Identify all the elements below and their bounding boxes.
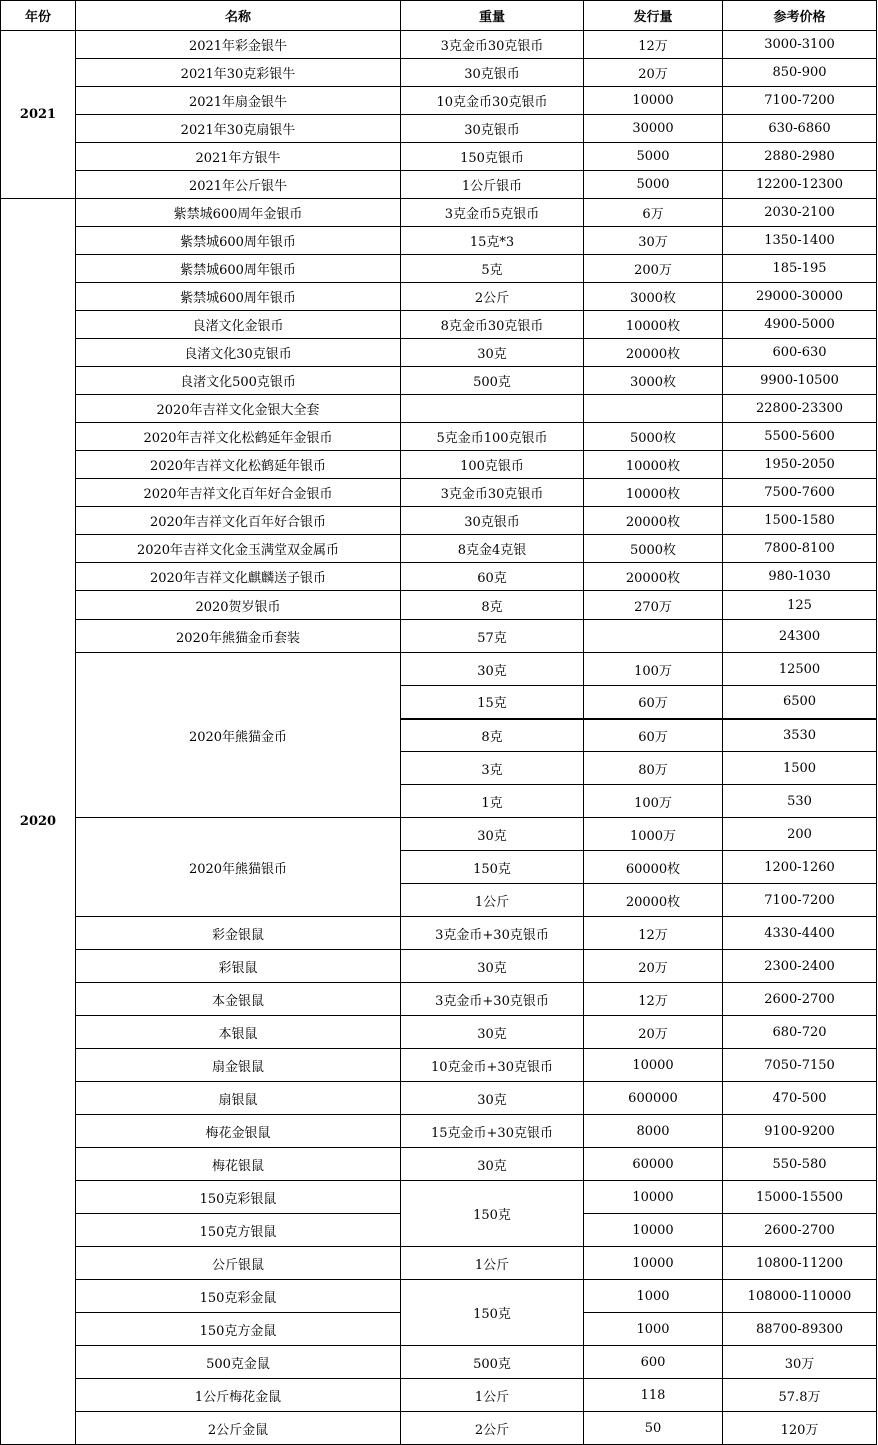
issue-cell: 3000枚 [584,283,723,311]
name-cell: 1公斤梅花金鼠 [76,1379,401,1412]
price-cell: 550-580 [723,1148,877,1181]
price-cell: 980-1030 [723,563,877,591]
issue-cell: 60000 [584,1148,723,1181]
weight-cell: 100克银币 [401,451,584,479]
weight-cell: 30克银币 [401,59,584,87]
price-cell: 7050-7150 [723,1049,877,1082]
price-cell: 15000-15500 [723,1181,877,1214]
price-cell: 2600-2700 [723,983,877,1016]
table-row [1,1412,877,1445]
table-row [1,507,877,535]
weight-cell: 15克*3 [401,227,584,255]
name-cell: 良渚文化金银币 [76,311,401,339]
issue-cell: 100万 [584,785,723,818]
table-row [1,1280,877,1313]
weight-cell: 3克 [401,752,584,785]
header-price: 参考价格 [723,1,877,31]
issue-cell: 10000 [584,1247,723,1280]
weight-cell: 2公斤 [401,283,584,311]
table-row [1,451,877,479]
table-row [1,143,877,171]
name-cell: 2021年30克彩银牛 [76,59,401,87]
issue-cell: 10000 [584,1049,723,1082]
name-cell: 2020年熊猫金币套装 [76,620,401,653]
table-row [1,535,877,563]
table-row [1,87,877,115]
issue-cell: 10000 [584,87,723,115]
issue-cell: 1000 [584,1313,723,1346]
price-cell: 3000-3100 [723,31,877,59]
table-row [1,59,877,87]
weight-cell: 3克金币30克银币 [401,479,584,507]
price-cell: 470-500 [723,1082,877,1115]
header-issue: 发行量 [584,1,723,31]
table-row [1,917,877,950]
price-cell: 850-900 [723,59,877,87]
price-cell: 30万 [723,1346,877,1379]
table-row [1,171,877,199]
weight-cell: 3克金币+30克银币 [401,917,584,950]
issue-cell: 1000万 [584,818,723,851]
weight-cell: 30克 [401,653,584,686]
weight-cell: 1克 [401,785,584,818]
price-cell: 10800-11200 [723,1247,877,1280]
price-cell: 22800-23300 [723,395,877,423]
weight-cell: 3克金币+30克银币 [401,983,584,1016]
price-cell: 7100-7200 [723,884,877,917]
table-row [1,1379,877,1412]
table-row [1,395,877,423]
issue-cell: 6万 [584,199,723,227]
name-cell: 紫禁城600周年银币 [76,283,401,311]
name-cell: 2020贺岁银币 [76,591,401,620]
issue-cell [584,395,723,423]
table-row [1,339,877,367]
price-cell: 3530 [723,719,877,752]
table-row [1,227,877,255]
issue-cell: 20000枚 [584,563,723,591]
table-row [1,1247,877,1280]
price-cell: 630-6860 [723,115,877,143]
header-row [1,1,877,31]
name-cell: 公斤银鼠 [76,1247,401,1280]
weight-cell: 1公斤银币 [401,171,584,199]
name-cell: 紫禁城600周年金银币 [76,199,401,227]
name-cell: 梅花银鼠 [76,1148,401,1181]
issue-cell: 20万 [584,1016,723,1049]
table-row [1,115,877,143]
weight-cell: 8克 [401,719,584,752]
table-row [1,818,877,851]
issue-cell: 3000枚 [584,367,723,395]
name-cell: 2021年方银牛 [76,143,401,171]
price-cell: 29000-30000 [723,283,877,311]
weight-cell: 30克银币 [401,115,584,143]
table-row [1,653,877,686]
table-row [1,283,877,311]
issue-cell: 20万 [584,59,723,87]
weight-cell: 15克 [401,686,584,719]
name-cell: 本银鼠 [76,1016,401,1049]
name-cell: 良渚文化30克银币 [76,339,401,367]
price-cell: 1200-1260 [723,851,877,884]
header-name: 名称 [76,1,401,31]
weight-cell: 30克 [401,1082,584,1115]
weight-cell: 500克 [401,367,584,395]
price-cell: 4900-5000 [723,311,877,339]
weight-cell: 60克 [401,563,584,591]
header-weight: 重量 [401,1,584,31]
name-cell: 良渚文化500克银币 [76,367,401,395]
table-row [1,479,877,507]
issue-cell: 10000 [584,1181,723,1214]
price-cell: 200 [723,818,877,851]
header-year: 年份 [1,1,76,31]
weight-cell: 150克银币 [401,143,584,171]
table-row [1,31,877,59]
issue-cell: 80万 [584,752,723,785]
weight-cell: 10克金币30克银币 [401,87,584,115]
table-row [1,1082,877,1115]
weight-cell: 3克金币30克银币 [401,31,584,59]
table-row [1,1346,877,1379]
name-cell: 2公斤金鼠 [76,1412,401,1445]
price-cell: 12500 [723,653,877,686]
issue-cell: 30万 [584,227,723,255]
price-cell: 2300-2400 [723,950,877,983]
price-cell: 6500 [723,686,877,719]
price-cell: 125 [723,591,877,620]
table-row [1,1181,877,1214]
weight-cell: 3克金币5克银币 [401,199,584,227]
table-body [1,31,877,1445]
table-row [1,199,877,227]
year-cell-2020: 2020 [1,199,76,1445]
weight-cell: 30克 [401,818,584,851]
weight-cell: 30克 [401,950,584,983]
weight-cell: 150克 [401,1181,584,1247]
price-cell: 7100-7200 [723,87,877,115]
table-row [1,311,877,339]
issue-cell: 10000枚 [584,451,723,479]
issue-cell: 12万 [584,983,723,1016]
issue-cell: 5000枚 [584,535,723,563]
table-row [1,1148,877,1181]
weight-cell: 150克 [401,1280,584,1346]
name-cell: 150克彩银鼠 [76,1181,401,1214]
price-cell: 1500 [723,752,877,785]
issue-cell: 20000枚 [584,339,723,367]
weight-cell: 2公斤 [401,1412,584,1445]
issue-cell: 50 [584,1412,723,1445]
weight-cell: 30克 [401,1016,584,1049]
name-cell: 紫禁城600周年银币 [76,255,401,283]
price-cell: 600-630 [723,339,877,367]
issue-cell: 118 [584,1379,723,1412]
weight-cell: 150克 [401,851,584,884]
name-cell: 2020年吉祥文化金玉满堂双金属币 [76,535,401,563]
issue-cell: 600000 [584,1082,723,1115]
issue-cell: 100万 [584,653,723,686]
table-row [1,367,877,395]
issue-cell: 600 [584,1346,723,1379]
name-cell: 500克金鼠 [76,1346,401,1379]
name-cell: 彩银鼠 [76,950,401,983]
price-cell: 120万 [723,1412,877,1445]
price-cell: 2600-2700 [723,1214,877,1247]
issue-cell: 5000 [584,143,723,171]
price-cell: 57.8万 [723,1379,877,1412]
weight-cell: 30克 [401,1148,584,1181]
weight-cell: 500克 [401,1346,584,1379]
table-row [1,591,877,620]
name-cell: 150克彩金鼠 [76,1280,401,1313]
price-cell: 680-720 [723,1016,877,1049]
issue-cell: 10000枚 [584,311,723,339]
issue-cell: 20000枚 [584,507,723,535]
price-cell: 2880-2980 [723,143,877,171]
table-row [1,983,877,1016]
table-row [1,255,877,283]
name-cell: 150克方银鼠 [76,1214,401,1247]
issue-cell [584,620,723,653]
price-cell: 108000-110000 [723,1280,877,1313]
price-cell: 9100-9200 [723,1115,877,1148]
table-row [1,620,877,653]
name-cell: 2020年吉祥文化麒麟送子银币 [76,563,401,591]
name-cell: 2020年吉祥文化百年好合银币 [76,507,401,535]
name-cell: 扇银鼠 [76,1082,401,1115]
panda-silver-name-cell: 2020年熊猫银币 [76,818,401,917]
weight-cell: 30克银币 [401,507,584,535]
name-cell: 2020年吉祥文化松鹤延年银币 [76,451,401,479]
year-cell-2021: 2021 [1,31,76,199]
price-cell: 88700-89300 [723,1313,877,1346]
name-cell: 紫禁城600周年银币 [76,227,401,255]
name-cell: 2020年吉祥文化金银大全套 [76,395,401,423]
weight-cell: 15克金币+30克银币 [401,1115,584,1148]
name-cell: 2021年公斤银牛 [76,171,401,199]
name-cell: 2021年30克扇银牛 [76,115,401,143]
weight-cell [401,395,584,423]
name-cell: 2021年扇金银牛 [76,87,401,115]
price-cell: 12200-12300 [723,171,877,199]
issue-cell: 10000 [584,1214,723,1247]
table-row [1,423,877,451]
price-cell: 5500-5600 [723,423,877,451]
issue-cell: 10000枚 [584,479,723,507]
issue-cell: 60000枚 [584,851,723,884]
price-cell: 1950-2050 [723,451,877,479]
issue-cell: 1000 [584,1280,723,1313]
weight-cell: 8克金4克银 [401,535,584,563]
panda-gold-name-cell: 2020年熊猫金币 [76,653,401,818]
weight-cell: 8克 [401,591,584,620]
issue-cell: 5000枚 [584,423,723,451]
price-cell: 4330-4400 [723,917,877,950]
table-row [1,1016,877,1049]
name-cell: 彩金银鼠 [76,917,401,950]
price-cell: 1500-1580 [723,507,877,535]
issue-cell: 5000 [584,171,723,199]
name-cell: 2021年彩金银牛 [76,31,401,59]
name-cell: 150克方金鼠 [76,1313,401,1346]
price-cell: 1350-1400 [723,227,877,255]
issue-cell: 270万 [584,591,723,620]
weight-cell: 5克金币100克银币 [401,423,584,451]
price-cell: 185-195 [723,255,877,283]
name-cell: 2020年吉祥文化百年好合金银币 [76,479,401,507]
price-cell: 7500-7600 [723,479,877,507]
weight-cell: 5克 [401,255,584,283]
table-row [1,563,877,591]
price-cell: 24300 [723,620,877,653]
issue-cell: 60万 [584,686,723,719]
weight-cell: 8克金币30克银币 [401,311,584,339]
table-row [1,1049,877,1082]
price-cell: 7800-8100 [723,535,877,563]
name-cell: 扇金银鼠 [76,1049,401,1082]
weight-cell: 1公斤 [401,1247,584,1280]
issue-cell: 60万 [584,719,723,752]
price-cell: 2030-2100 [723,199,877,227]
issue-cell: 12万 [584,917,723,950]
price-cell: 9900-10500 [723,367,877,395]
issue-cell: 12万 [584,31,723,59]
name-cell: 本金银鼠 [76,983,401,1016]
weight-cell: 1公斤 [401,884,584,917]
weight-cell: 30克 [401,339,584,367]
weight-cell: 57克 [401,620,584,653]
weight-cell: 1公斤 [401,1379,584,1412]
name-cell: 2020年吉祥文化松鹤延年金银币 [76,423,401,451]
price-cell: 530 [723,785,877,818]
weight-cell: 10克金币+30克银币 [401,1049,584,1082]
name-cell: 梅花金银鼠 [76,1115,401,1148]
table-row [1,950,877,983]
issue-cell: 30000 [584,115,723,143]
issue-cell: 20万 [584,950,723,983]
issue-cell: 8000 [584,1115,723,1148]
table-row [1,1115,877,1148]
issue-cell: 20000枚 [584,884,723,917]
issue-cell: 200万 [584,255,723,283]
